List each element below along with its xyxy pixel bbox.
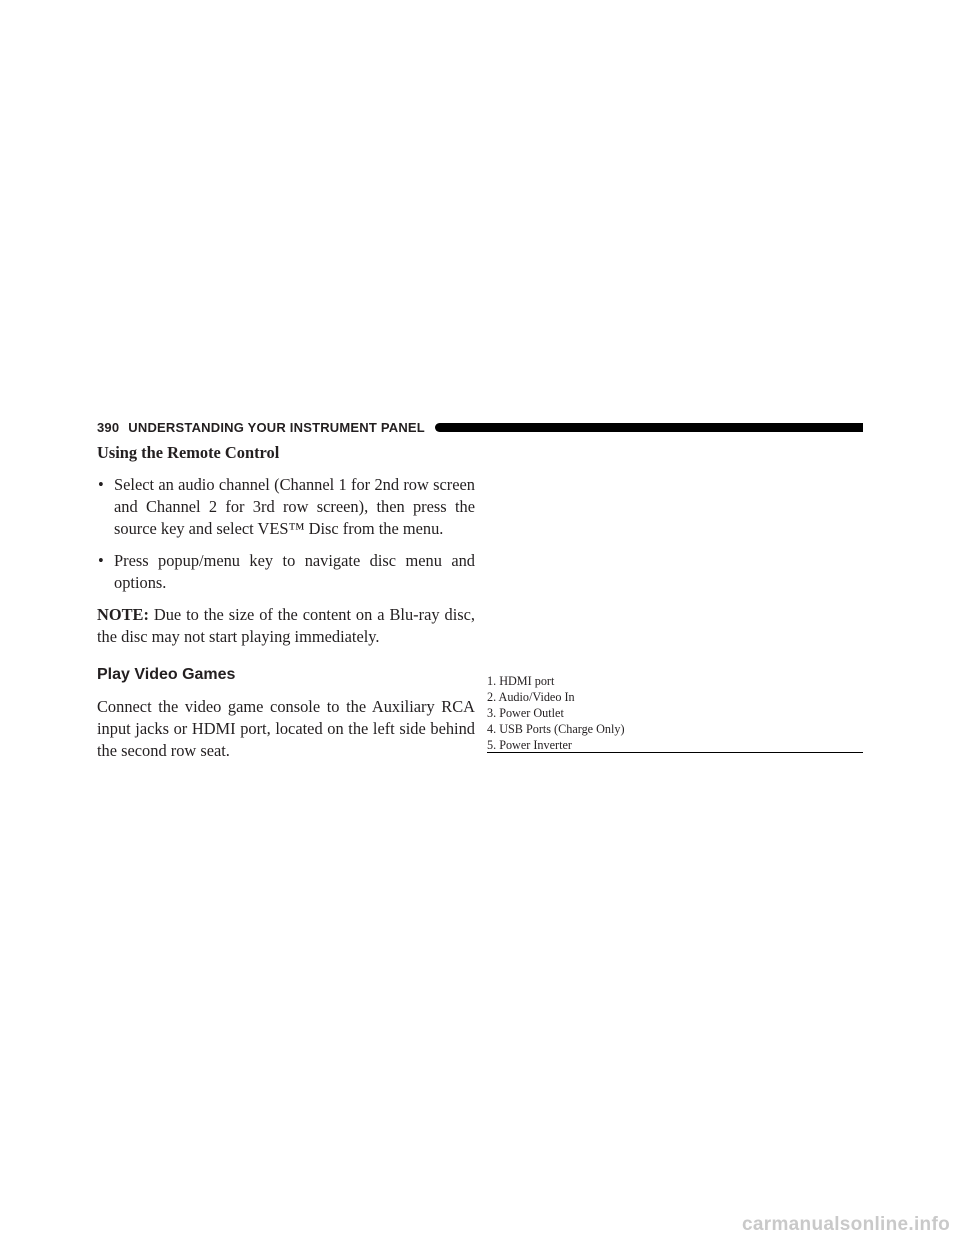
caption-item-power-outlet: 3. Power Outlet	[487, 706, 564, 720]
page-header	[97, 419, 863, 435]
header-rule	[435, 423, 863, 432]
bullet-icon: •	[98, 551, 104, 570]
main-text-column	[97, 442, 475, 762]
caption-item-usb-ports: 4. USB Ports (Charge Only)	[487, 722, 625, 736]
bullet-text: Select an audio channel (Channel 1 for 2nd row screen and Channel 2 for 3rd row screen), then press the source key and select VES™ Disc from the menu.	[114, 475, 475, 538]
paragraph-video-games: Connect the video game console to the Auxiliary RCA input jacks or HDMI port, located on the left side behind the second row seat.	[97, 697, 475, 760]
caption-rule	[487, 752, 863, 753]
caption-item-audio-video: 2. Audio/Video In	[487, 690, 575, 704]
list-item	[97, 550, 475, 594]
heading-play-video-games: Play Video Games	[97, 666, 236, 683]
subheading-remote-control: Using the Remote Control	[97, 443, 280, 462]
note-label: NOTE:	[97, 605, 149, 624]
page-number: 390	[97, 419, 120, 435]
list-item	[97, 474, 475, 540]
note-text: Due to the size of the content on a Blu-ray disc, the disc may not start playing immediately.	[97, 605, 475, 646]
caption-item-power-inverter: 5. Power Inverter	[487, 738, 572, 752]
watermark: carmanualsonline.info	[742, 1214, 950, 1235]
caption-item-hdmi: 1. HDMI port	[487, 674, 555, 688]
bullet-list	[97, 474, 475, 594]
bullet-icon: •	[98, 475, 104, 494]
figure-caption	[487, 673, 863, 753]
bullet-text: Press popup/menu key to navigate disc menu and options.	[114, 551, 475, 592]
note	[97, 604, 475, 648]
section-title: UNDERSTANDING YOUR INSTRUMENT PANEL	[128, 419, 425, 435]
